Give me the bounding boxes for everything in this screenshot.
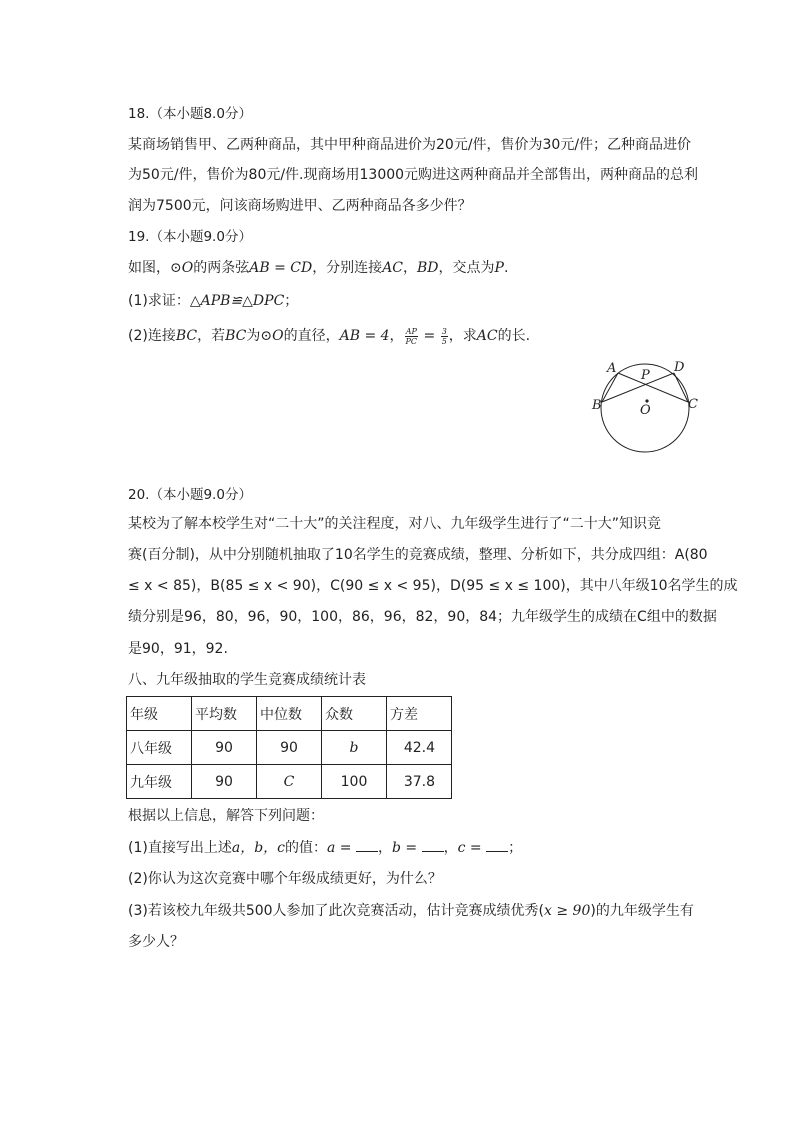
q20-instructions: 根据以上信息，解答下列问题：	[128, 808, 324, 824]
q20-text-line-3: ≤ x < 85)，B(85 ≤ x < 90)，C(90 ≤ x < 95)，D(95 ≤ x ≤ 100)，其中八年级10名学生的成	[128, 578, 738, 594]
ratio-fraction-left	[405, 327, 419, 346]
table-cell: 90	[192, 765, 257, 799]
q19-heading: 19.（本小题9.0分）	[128, 229, 252, 245]
c-equals: c =	[457, 840, 487, 856]
q19-part-2-e: 为	[246, 328, 261, 344]
q19-part-2-g: 的直径，	[283, 328, 340, 344]
chord-ab	[602, 373, 618, 402]
q20-sub-3-line-2: 多少人？	[128, 934, 184, 950]
q19-intro-a: 如图，	[128, 260, 170, 276]
q19-part-2-a: (2)连接	[128, 328, 176, 344]
equals-sign: =	[419, 328, 440, 344]
q19-part-2-m: 的长.	[497, 328, 531, 344]
ratio-fraction-right	[441, 327, 448, 346]
q19-part-2-k: ，求	[448, 328, 477, 344]
segment-bc-2: BC	[225, 328, 247, 344]
q20-sub-1-c: 的值：	[285, 840, 327, 856]
circle-o-symbol: ⊙O	[170, 260, 194, 276]
table-row	[127, 731, 452, 765]
score-statistics-table	[126, 696, 452, 799]
q19-intro	[128, 258, 508, 278]
q19-intro-g: ，	[403, 260, 418, 276]
q19-part-2	[128, 326, 530, 346]
q20-sub-1-g: ，	[443, 840, 458, 856]
table-cell: 90	[192, 731, 257, 765]
segment-bd: BD	[417, 260, 439, 276]
label-a: A	[607, 361, 617, 376]
excellent-condition: x ≥ 90	[544, 903, 591, 919]
answer-blank-c[interactable]	[486, 839, 508, 852]
q18-text-line-1: 某商场销售甲、乙两种商品，其中甲种商品进价为20元/件，售价为30元/件；乙种商品进价	[128, 137, 692, 153]
ab-length: AB = 4	[339, 328, 390, 344]
table-cell: C	[257, 765, 322, 799]
label-p: P	[641, 368, 650, 383]
q19-part-1-c: ；	[284, 293, 299, 309]
fraction-numerator: AP	[405, 326, 417, 336]
table-cell: 100	[322, 765, 387, 799]
table-header-cell: 年级	[127, 697, 192, 731]
segment-ac: AC	[382, 260, 404, 276]
label-b: B	[592, 398, 602, 413]
q19-intro-i: ，交点为	[438, 260, 495, 276]
table-row	[127, 765, 452, 799]
variables-abc: a，b，c	[231, 840, 285, 856]
q18-heading: 18.（本小题8.0分）	[128, 106, 252, 122]
table-header-cell: 平均数	[192, 697, 257, 731]
q18-text-line-2: 为50元/件，售价为80元/件.现商场用13000元购进这两种商品并全部售出，两种商品的总利	[128, 167, 699, 183]
chord-cd	[674, 373, 688, 402]
table-cell: 九年级	[127, 765, 192, 799]
table-cell: 八年级	[127, 731, 192, 765]
chord-ac	[618, 373, 688, 402]
fraction-denominator: 5	[441, 336, 447, 346]
q20-sub-3-c: )的九年级学生有	[590, 903, 694, 919]
table-header-row	[127, 697, 452, 731]
label-c: C	[688, 397, 698, 412]
answer-blank-a[interactable]	[356, 839, 378, 852]
q19-intro-e: ，分别连接	[312, 260, 383, 276]
q20-sub-1-i: ；	[508, 840, 523, 856]
q20-sub-1-e: ，	[377, 840, 392, 856]
point-p: P	[494, 260, 504, 276]
q19-part-1	[128, 291, 298, 311]
circle-o-symbol-2: ⊙O	[260, 328, 284, 344]
table-title: 八、九年级抽取的学生竞赛成绩统计表	[128, 672, 366, 688]
q19-intro-c: 的两条弦	[193, 260, 250, 276]
congruence-statement: △APB≌△DPC	[189, 293, 285, 309]
fraction-numerator: 3	[441, 326, 447, 336]
label-o: O	[640, 403, 651, 418]
table-cell: b	[322, 731, 387, 765]
q18-text-line-3: 润为7500元，问该商场购进甲、乙两种商品各多少件？	[128, 198, 472, 214]
q19-intro-k: .	[503, 260, 509, 276]
label-d: D	[674, 360, 685, 375]
q20-sub-2: (2)你认为这次竞赛中哪个年级成绩更好，为什么？	[128, 871, 442, 887]
segment-ac-2: AC	[476, 328, 498, 344]
table-cell: 42.4	[387, 731, 452, 765]
q20-sub-1	[128, 838, 522, 858]
a-equals: a =	[327, 840, 356, 856]
circle-geometry-figure	[585, 352, 705, 462]
q20-text-line-5: 是90，91，92.	[128, 641, 228, 657]
table-cell: 37.8	[387, 765, 452, 799]
q20-text-line-4: 绩分别是96，80，96，90，100，86，96，82，90，84；九年级学生的成绩在C组中的数据	[128, 609, 717, 625]
q20-text-line-2: 赛(百分制)，从中分别随机抽取了10名学生的竞赛成绩，整理、分析如下，共分成四组：A(80	[128, 547, 708, 563]
b-equals: b =	[391, 840, 422, 856]
q20-text-line-1: 某校为了解本校学生对“二十大”的关注程度，对八、九年级学生进行了“二十大”知识竞	[128, 516, 662, 532]
table-header-cell: 众数	[322, 697, 387, 731]
answer-blank-b[interactable]	[422, 839, 444, 852]
q20-sub-3-a: (3)若该校九年级共500人参加了此次竞赛活动，估计竞赛成绩优秀(	[128, 903, 545, 919]
q19-part-2-i: ，	[389, 328, 404, 344]
q20-heading: 20.（本小题9.0分）	[128, 487, 252, 503]
q19-part-1-a: (1)求证：	[128, 293, 190, 309]
q20-sub-1-a: (1)直接写出上述	[128, 840, 232, 856]
q19-part-2-c: ，若	[197, 328, 226, 344]
table-header-cell: 方差	[387, 697, 452, 731]
segment-bc: BC	[175, 328, 198, 344]
q20-sub-3	[128, 901, 694, 921]
fraction-denominator: PC	[405, 336, 418, 346]
chord-equation: AB = CD	[249, 260, 313, 276]
table-cell: 90	[257, 731, 322, 765]
table-header-cell: 中位数	[257, 697, 322, 731]
